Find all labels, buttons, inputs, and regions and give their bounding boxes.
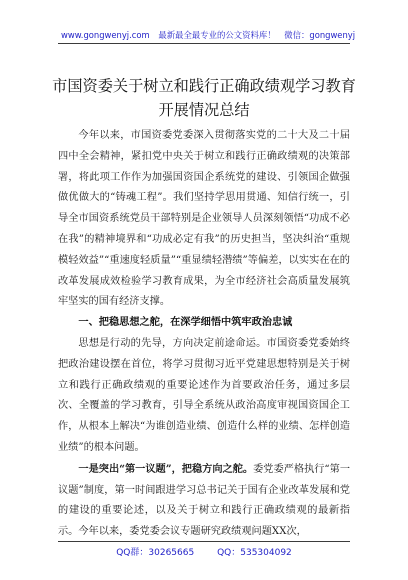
header-wechat: 微信：gongwenyj (284, 30, 356, 40)
point-1-text: 委党委严格执行“第一议题”制度，第一时间跟进学习总书记关于国有企业改革发展和党的建设的重要论述，以及关于树立和践行正确政绩观的最新指示。今年以来，委党委会议专题研究政绩观问题XX次， (58, 463, 351, 538)
paragraph-section-1: 思想是行动的先导，方向决定前途命运。市国资委党委始终把政治建设摆在首位，将学习贯彻习近平党建思想特别是关于树立和践行正确政绩观的重要论述作为首要政治任务，通过多层次、全覆盖的学习教育，引导全系统从政治高度审视国资国企工作，从根本上解决“为谁创造业绩、创造什么样的业绩、怎样创造业绩”的根本问题。 (58, 337, 350, 453)
document-title (40, 74, 368, 122)
section-heading-1: 一、把稳思想之舵，在深学细悟中筑牢政治忠诚 (78, 317, 293, 329)
header-banner (58, 29, 356, 41)
site-link[interactable]: www.gongwenyj.com (61, 30, 150, 40)
title-line-2: 开展情况总结 (158, 101, 250, 119)
header-slogan: 最新最全最专业的公文资料库！ (158, 30, 276, 40)
footer-qq-group: QQ群：30265665 (116, 548, 195, 558)
footer-contact (58, 545, 350, 558)
title-line-1: 市国资委关于树立和践行正确政绩观学习教育 (52, 77, 356, 95)
footer-qq: QQ：535304092 (217, 548, 292, 558)
paragraph-intro: 今年以来，市国资委党委深入贯彻落实党的二十大及二十届四中全会精神，紧扣党中央关于树立和践行正确政绩观的决策部署，将此项工作作为加强国资国企系统党的建设、引领国企做强做优做大的“铸魂工程”。我们坚持学思用贯通、知信行统一，引导全市国资系统党员干部特别是企业领导人员深刻领悟“功成不必在我”的精神境界和“功成必定有我”的历史担当，坚决纠治“重规模轻效益”“重速度轻质量”“重显绩轻潜绩”等偏差，以实实在在的改革发展成效检验学习教育成果，为全市经济社会高质量发展筑牢坚实的国有经济支撑。 (58, 130, 350, 308)
paragraph-point-1 (58, 459, 350, 543)
point-1-lead: 一是突出“第一议题”，把稳方向之舵。 (78, 462, 254, 475)
header-divider (58, 43, 350, 44)
footer-divider (58, 541, 350, 542)
document-body (58, 126, 350, 543)
